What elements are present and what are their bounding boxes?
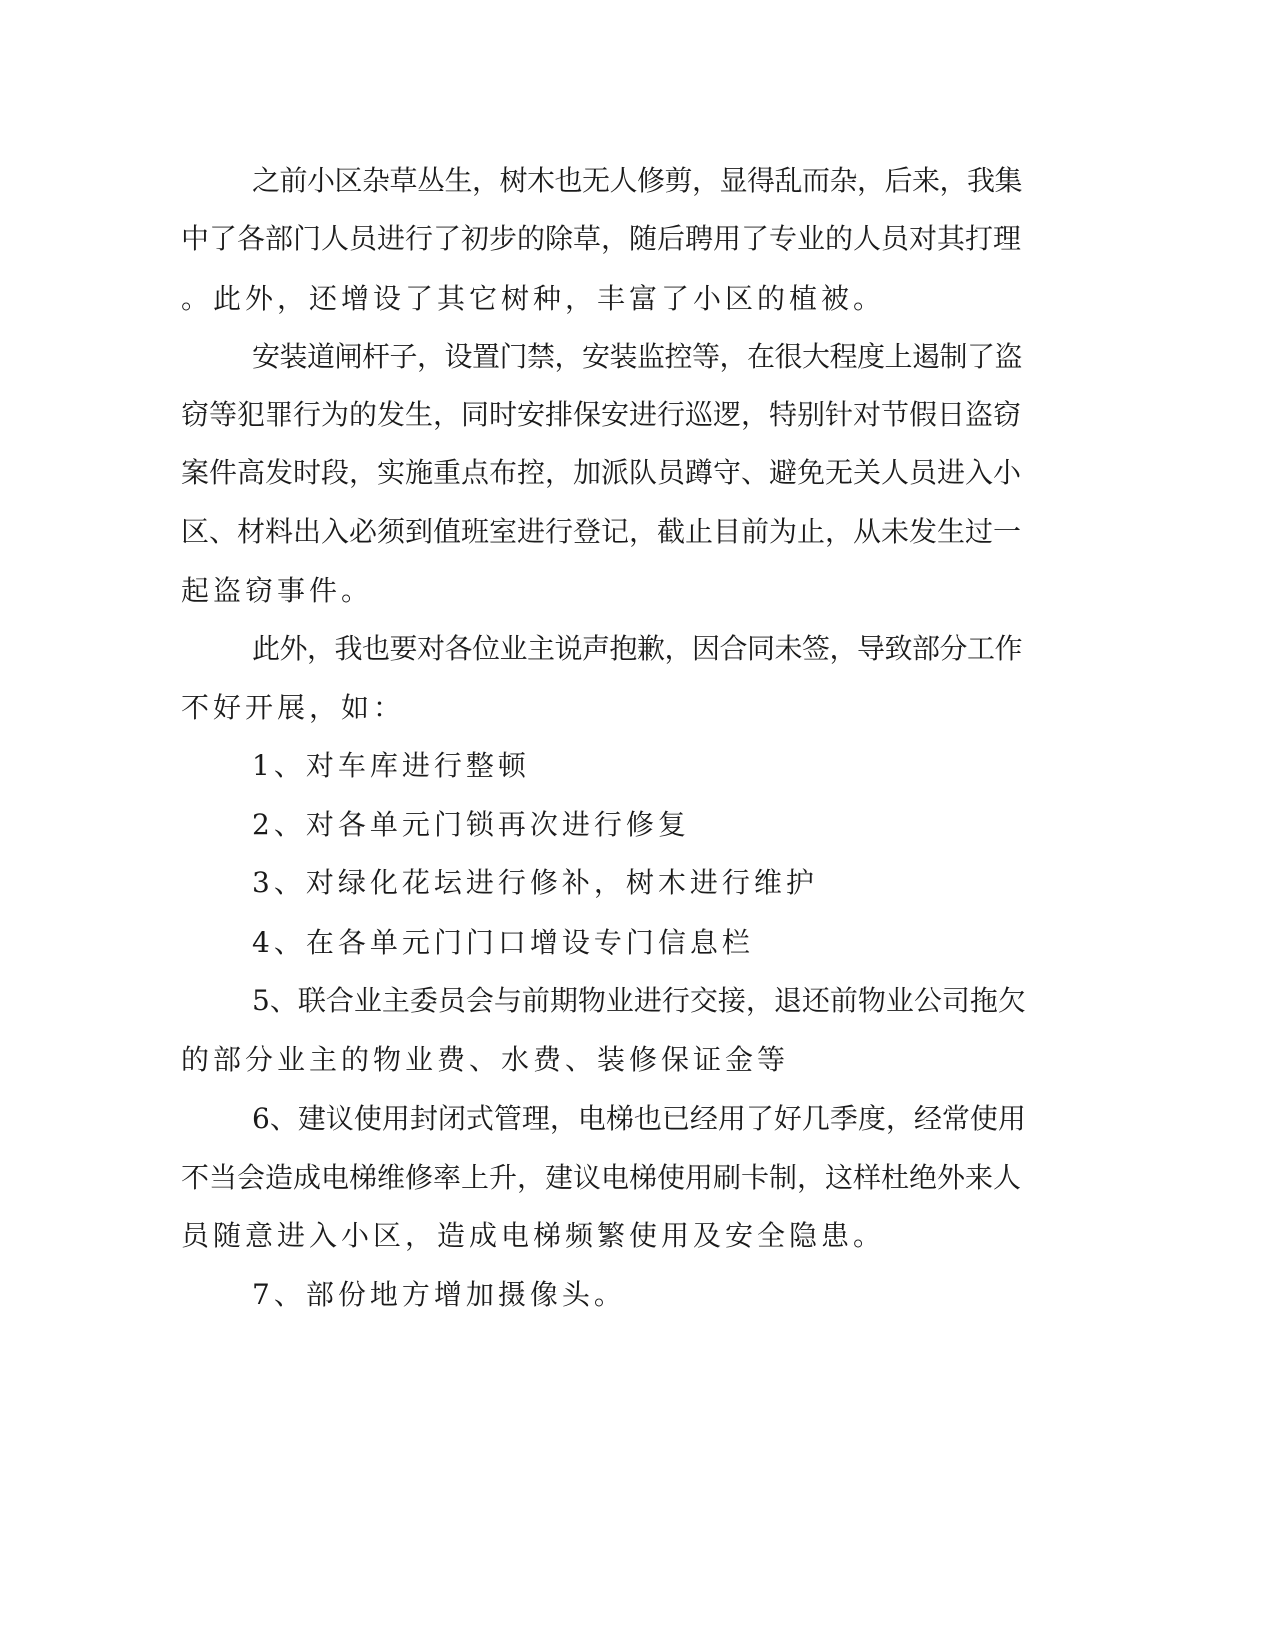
list-item-continuation: 不当会造成电梯维修率上升，建议电梯使用刷卡制，这样杜绝外来人	[181, 1161, 1022, 1194]
list-item: 3、对绿化花坛进行修补，树木进行维护	[252, 866, 818, 899]
list-item: 1、对车库进行整顿	[252, 749, 530, 782]
text-line: 安装道闸杆子，设置门禁，安装监控等，在很大程度上遏制了盗	[252, 340, 1023, 373]
text-line: 区、材料出入必须到值班室进行登记，截止目前为止，从未发生过一	[181, 515, 1022, 548]
list-item: 2、对各单元门锁再次进行修复	[252, 808, 690, 841]
list-item-continuation: 员随意进入小区，造成电梯频繁使用及安全隐患。	[181, 1219, 886, 1252]
text-line: 之前小区杂草丛生，树木也无人修剪，显得乱而杂，后来，我集	[252, 164, 1023, 197]
list-item-continuation: 的部分业主的物业费、水费、装修保证金等	[181, 1043, 790, 1076]
text-line: 。此外，还增设了其它树种，丰富了小区的植被。	[181, 282, 886, 315]
text-line: 起盗窃事件。	[181, 574, 374, 607]
list-item: 7、部份地方增加摄像头。	[252, 1278, 626, 1311]
list-item: 4、在各单元门门口增设专门信息栏	[252, 926, 754, 959]
text-line: 窃等犯罪行为的发生，同时安排保安进行巡逻，特别针对节假日盗窃	[181, 398, 1022, 431]
list-item: 6、建议使用封闭式管理，电梯也已经用了好几季度，经常使用	[252, 1102, 1026, 1135]
text-line: 不好开展，如：	[181, 691, 406, 724]
text-line: 案件高发时段，实施重点布控，加派队员蹲守、避免无关人员进入小	[181, 456, 1022, 489]
list-item: 5、联合业主委员会与前期物业进行交接，退还前物业公司拖欠	[252, 984, 1026, 1017]
text-line: 中了各部门人员进行了初步的除草，随后聘用了专业的人员对其打理	[181, 222, 1022, 255]
text-line: 此外，我也要对各位业主说声抱歉，因合同未签，导致部分工作	[252, 632, 1023, 665]
